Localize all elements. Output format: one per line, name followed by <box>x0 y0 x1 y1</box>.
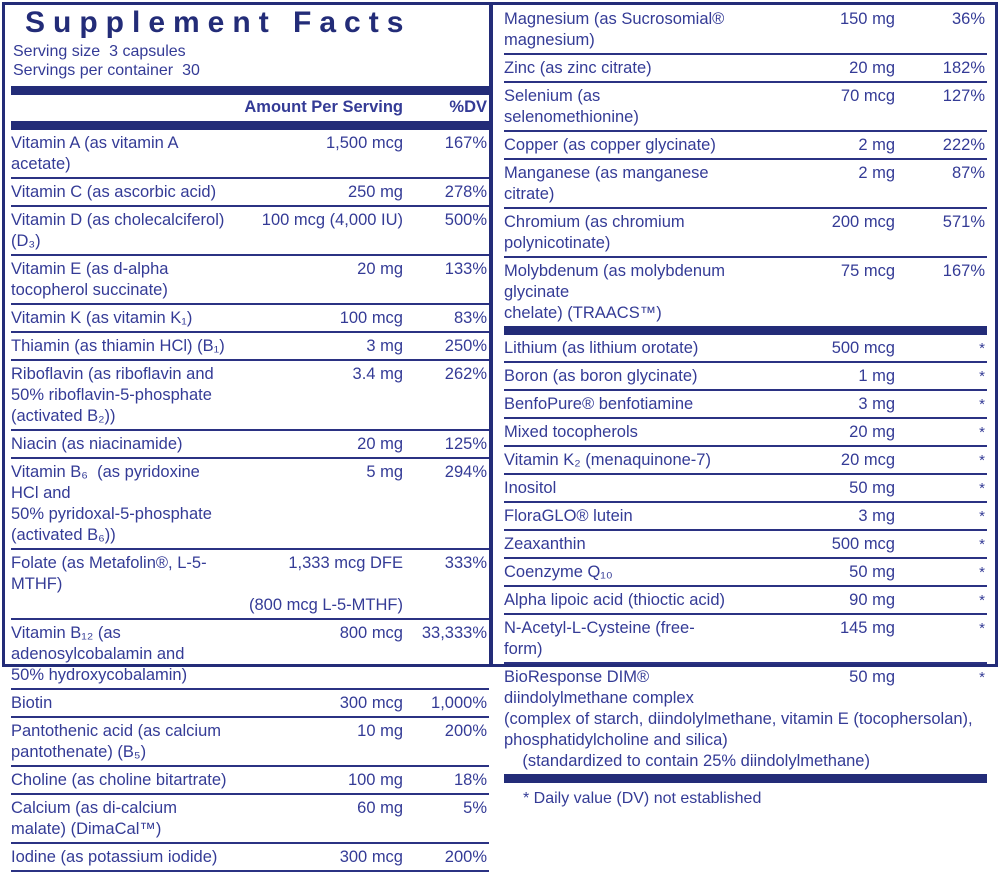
serving-size-value: 3 capsules <box>109 43 186 60</box>
nutrient-amount: 3 mg <box>858 507 895 525</box>
nutrient-name: Coenzyme Q₁₀ <box>504 563 613 581</box>
nutrient-name: N-Acetyl-L-Cysteine (free-form) <box>504 619 695 658</box>
nutrient-name: Inositol <box>504 479 557 497</box>
nutrient-description: (standardized to contain 25% diindolylmethane) <box>504 752 870 770</box>
table-row <box>11 620 489 690</box>
nutrient-dv: 18% <box>453 771 487 789</box>
row-line <box>11 210 489 252</box>
nutrient-name: Zeaxanthin <box>504 535 586 553</box>
table-row <box>504 258 987 326</box>
left-column <box>5 5 489 866</box>
table-row <box>504 664 987 774</box>
row-line <box>504 394 987 415</box>
table-row <box>504 587 987 615</box>
nutrient-name: FloraGLO® lutein <box>504 507 633 525</box>
row-line <box>504 478 987 499</box>
table-row <box>11 130 489 179</box>
row-line <box>11 308 489 329</box>
table-row <box>11 431 489 459</box>
dv-footnote: * Daily value (DV) not established <box>523 790 762 807</box>
row-line <box>11 259 489 301</box>
nutrient-name: Folate (as Metafolin®, L-5-MTHF) <box>11 554 207 593</box>
panel-title: Supplement Facts <box>25 6 412 39</box>
table-row <box>11 361 489 431</box>
nutrient-description: (complex of starch, diindolylmethane, vitamin E (tocophersolan), <box>504 710 973 728</box>
nutrient-dv: 262% <box>444 365 487 383</box>
row-line <box>504 135 987 156</box>
nutrient-dv: * <box>979 368 985 385</box>
row-line <box>504 163 987 205</box>
table-row <box>11 333 489 361</box>
nutrient-name: Niacin (as niacinamide) <box>11 435 183 453</box>
table-row <box>504 83 987 132</box>
nutrient-name: Vitamin E (as d-alpha tocopherol succinate) <box>11 260 174 299</box>
table-row <box>504 160 987 209</box>
nutrient-dv: 182% <box>942 59 985 77</box>
table-row <box>504 559 987 587</box>
row-line <box>504 618 987 660</box>
nutrient-name: Magnesium (as Sucrosomial® magnesium) <box>504 10 729 49</box>
table-row <box>504 531 987 559</box>
row-line <box>11 133 489 175</box>
row-line <box>11 665 489 686</box>
rows-group <box>504 6 987 326</box>
row-line <box>504 562 987 583</box>
nutrient-amount: 5 mg <box>366 463 403 481</box>
nutrient-amount: 90 mg <box>849 591 895 609</box>
servings-per-container <box>11 61 489 80</box>
nutrient-amount: 20 mg <box>849 423 895 441</box>
row-line <box>504 534 987 555</box>
right-column <box>493 5 995 807</box>
row-line <box>11 434 489 455</box>
nutrient-dv: * <box>979 620 985 637</box>
table-row <box>504 363 987 391</box>
rows-group <box>504 335 987 774</box>
row-line <box>11 182 489 203</box>
nutrient-amount: 1 mg <box>858 367 895 385</box>
servings-per-container-label: Servings per container <box>13 62 174 79</box>
nutrient-amount: 150 mg <box>839 10 895 28</box>
nutrient-name-continued: 50% pyridoxal-5-phosphate (activated B₆)) <box>11 505 217 544</box>
nutrient-dv: 133% <box>444 260 487 278</box>
nutrient-amount: 100 mcg <box>339 309 403 327</box>
nutrient-dv: * <box>979 396 985 413</box>
nutrient-name: Alpha lipoic acid (thioctic acid) <box>504 591 726 609</box>
nutrient-name: Chromium (as chromium polynicotinate) <box>504 213 690 252</box>
table-row <box>504 615 987 664</box>
nutrient-dv: 200% <box>444 722 487 740</box>
row-line <box>11 847 489 868</box>
nutrient-dv: 278% <box>444 183 487 201</box>
nutrient-dv: 167% <box>942 262 985 280</box>
table-row <box>11 718 489 767</box>
table-row <box>11 690 489 718</box>
nutrient-name: Molybdenum (as molybdenum glycinate <box>504 262 730 301</box>
servings-per-container-value: 30 <box>182 62 200 79</box>
nutrient-amount: 2 mg <box>858 164 895 182</box>
table-row <box>11 550 489 620</box>
row-line <box>11 385 489 427</box>
nutrient-dv: 571% <box>942 213 985 231</box>
nutrient-dv: 36% <box>951 10 985 28</box>
nutrient-dv: 125% <box>444 435 487 453</box>
nutrient-dv: 167% <box>444 134 487 152</box>
nutrient-amount-continued: (800 mcg L-5-MTHF) <box>248 596 403 614</box>
nutrient-amount: 70 mcg <box>840 87 895 105</box>
nutrient-dv: 250% <box>444 337 487 355</box>
table-row <box>504 391 987 419</box>
table-row <box>504 209 987 258</box>
nutrient-name: Vitamin K₂ (menaquinone-7) <box>504 451 711 469</box>
nutrient-amount: 1,500 mcg <box>325 134 403 152</box>
nutrient-name: Lithium (as lithium orotate) <box>504 339 699 357</box>
nutrient-dv: * <box>979 669 985 686</box>
nutrient-amount: 20 mcg <box>840 451 895 469</box>
nutrient-amount: 75 mcg <box>840 262 895 280</box>
table-row <box>504 475 987 503</box>
table-row <box>11 459 489 550</box>
row-line <box>11 770 489 791</box>
nutrient-description: phosphatidylcholine and silica) <box>504 731 728 749</box>
nutrient-name: Vitamin D (as cholecalciferol) (D₃) <box>11 211 229 250</box>
column-header-row <box>11 95 489 121</box>
nutrient-dv: 500% <box>444 211 487 229</box>
nutrient-name: Copper (as copper glycinate) <box>504 136 716 154</box>
nutrient-amount: 100 mcg (4,000 IU) <box>261 211 403 229</box>
nutrient-amount: 300 mcg <box>339 694 403 712</box>
row-line <box>504 303 987 324</box>
row-line <box>504 422 987 443</box>
nutrient-dv: 83% <box>453 309 487 327</box>
nutrient-dv: 127% <box>942 87 985 105</box>
nutrient-dv: * <box>979 340 985 357</box>
row-line <box>11 462 489 504</box>
row-line <box>504 86 987 128</box>
nutrient-dv: 33,333% <box>421 624 487 642</box>
row-line <box>11 623 489 665</box>
nutrient-name: Vitamin C (as ascorbic acid) <box>11 183 217 201</box>
nutrient-amount: 800 mcg <box>339 624 403 642</box>
nutrient-amount: 50 mg <box>849 563 895 581</box>
nutrient-name: BioResponse DIM® diindolylmethane complex <box>504 668 694 707</box>
nutrient-dv: 222% <box>942 136 985 154</box>
nutrient-name: Boron (as boron glycinate) <box>504 367 698 385</box>
nutrient-amount: 3 mg <box>858 395 895 413</box>
row-line <box>504 667 987 709</box>
nutrient-name: Vitamin B₁₂ (as adenosylcobalamin and <box>11 624 185 663</box>
table-row <box>11 256 489 305</box>
nutrient-dv: * <box>979 424 985 441</box>
row-line <box>504 261 987 303</box>
row-line <box>11 742 489 763</box>
nutrient-name: Pantothenic acid (as calcium <box>11 722 222 740</box>
nutrient-name: Selenium (as selenomethionine) <box>504 87 639 126</box>
nutrient-name: Mixed tocopherols <box>504 423 638 441</box>
nutrient-amount: 3 mg <box>366 337 403 355</box>
nutrient-amount: 3.4 mg <box>352 365 403 383</box>
nutrient-name-continued: 50% riboflavin-5-phosphate (activated B₂)) <box>11 386 217 425</box>
nutrient-dv: * <box>979 508 985 525</box>
nutrient-dv: * <box>979 480 985 497</box>
nutrient-name: Calcium (as di-calcium malate) (DimaCal™) <box>11 799 182 838</box>
section-bar <box>11 121 489 130</box>
table-row <box>11 305 489 333</box>
nutrient-name: Vitamin B₆ (as pyridoxine HCl and <box>11 463 205 502</box>
row-line <box>504 212 987 254</box>
row-line <box>11 553 489 595</box>
row-line <box>504 590 987 611</box>
nutrient-amount: 20 mg <box>357 260 403 278</box>
table-row <box>11 795 489 844</box>
supplement-facts-panel <box>2 2 998 866</box>
row-line <box>504 58 987 79</box>
nutrient-amount: 20 mg <box>357 435 403 453</box>
table-row <box>504 6 987 55</box>
nutrient-name-continued: chelate) (TRAACS™) <box>504 304 662 322</box>
nutrient-amount: 20 mg <box>849 59 895 77</box>
nutrient-amount: 60 mg <box>357 799 403 817</box>
nutrient-name: Riboflavin (as riboflavin and <box>11 365 214 383</box>
table-row <box>11 767 489 795</box>
nutrient-dv: 87% <box>951 164 985 182</box>
nutrient-name: Vitamin A (as vitamin A acetate) <box>11 134 183 173</box>
nutrient-amount: 2 mg <box>858 136 895 154</box>
table-row <box>11 207 489 256</box>
section-bar <box>504 774 987 783</box>
nutrient-dv: * <box>979 564 985 581</box>
left-rows <box>11 130 489 872</box>
table-row <box>504 503 987 531</box>
row-line <box>11 693 489 714</box>
nutrient-name: Thiamin (as thiamin HCl) (B₁) <box>11 337 225 355</box>
row-line <box>504 9 987 51</box>
table-row <box>504 447 987 475</box>
table-row <box>504 419 987 447</box>
nutrient-name: BenfoPure® benfotiamine <box>504 395 694 413</box>
serving-size <box>11 42 489 61</box>
nutrient-amount: 500 mcg <box>831 339 895 357</box>
nutrient-amount: 100 mg <box>347 771 403 789</box>
nutrient-dv: * <box>979 452 985 469</box>
nutrient-amount: 1,333 mcg DFE <box>288 554 403 572</box>
right-rows <box>504 6 987 783</box>
nutrient-dv: 1,000% <box>431 694 487 712</box>
row-line <box>11 336 489 357</box>
section-bar <box>11 86 489 95</box>
nutrient-dv: 5% <box>463 799 487 817</box>
nutrient-name: Biotin <box>11 694 53 712</box>
nutrient-name: Zinc (as zinc citrate) <box>504 59 652 77</box>
nutrient-dv: 294% <box>444 463 487 481</box>
row-line <box>11 364 489 385</box>
table-row <box>11 844 489 872</box>
nutrient-name: Vitamin K (as vitamin K₁) <box>11 309 193 327</box>
nutrient-amount: 250 mg <box>347 183 403 201</box>
nutrient-name: Choline (as choline bitartrate) <box>11 771 227 789</box>
nutrient-name: Manganese (as manganese citrate) <box>504 164 714 203</box>
nutrient-name-continued: 50% hydroxycobalamin) <box>11 666 188 684</box>
row-line <box>11 504 489 546</box>
column-header-spacer <box>11 97 233 118</box>
column-header-amount: Amount Per Serving <box>244 98 403 116</box>
nutrient-amount: 500 mcg <box>831 535 895 553</box>
nutrient-name: Iodine (as potassium iodide) <box>11 848 218 866</box>
nutrient-amount: 200 mcg <box>831 213 895 231</box>
nutrient-amount: 50 mg <box>849 668 895 686</box>
nutrient-amount: 10 mg <box>357 722 403 740</box>
row-line <box>11 595 489 616</box>
nutrient-name-continued: pantothenate) (B₅) <box>11 743 147 761</box>
row-line <box>11 798 489 840</box>
row-line <box>504 506 987 527</box>
row-line <box>504 366 987 387</box>
nutrient-amount: 50 mg <box>849 479 895 497</box>
nutrient-amount: 300 mcg <box>339 848 403 866</box>
nutrient-dv: 333% <box>444 554 487 572</box>
serving-size-label: Serving size <box>13 43 101 60</box>
column-header-dv: %DV <box>449 98 487 116</box>
nutrient-amount: 145 mg <box>839 619 895 637</box>
row-line <box>504 450 987 471</box>
table-row <box>504 132 987 160</box>
table-row <box>504 335 987 363</box>
nutrient-dv: * <box>979 536 985 553</box>
table-row <box>11 179 489 207</box>
nutrient-dv: * <box>979 592 985 609</box>
row-line <box>11 721 489 742</box>
nutrient-dv: 200% <box>444 848 487 866</box>
table-row <box>504 55 987 83</box>
row-line <box>504 338 987 359</box>
section-bar <box>504 326 987 335</box>
